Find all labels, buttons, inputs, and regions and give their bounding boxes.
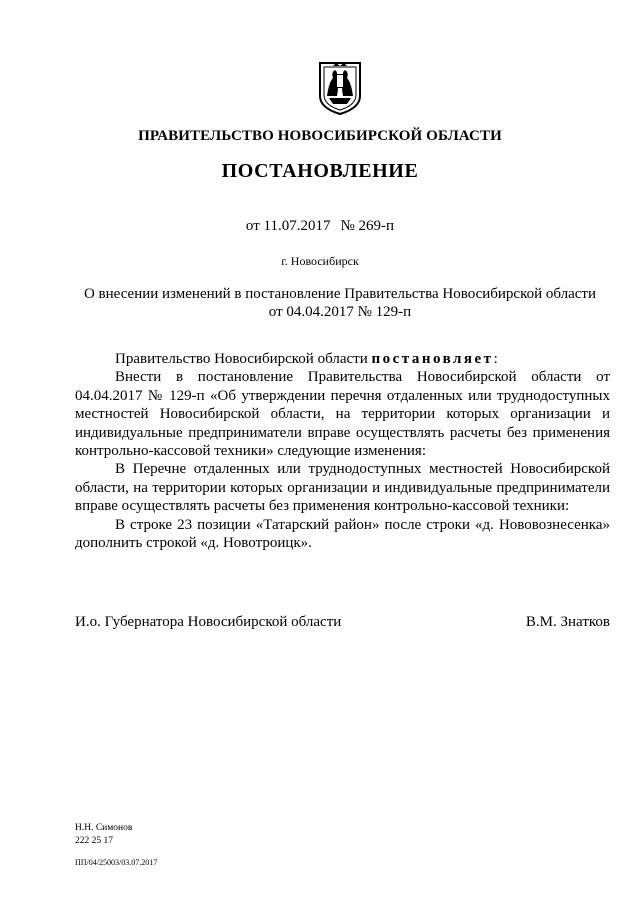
signatory-name: В.М. Знатков: [525, 614, 610, 630]
subject-line-2: от 04.04.2017 № 129-п: [268, 304, 412, 320]
executor-name: Н.Н. Симонов: [75, 823, 133, 833]
document-body: [75, 350, 610, 552]
body-paragraph-4: В строке 23 позиции «Татарский район» после строки «д. Нововознесенка» дополнить строкой «д. Новотроицк».: [75, 516, 610, 552]
resolution-word: постановляет: [371, 351, 494, 367]
organization-name: ПРАВИТЕЛЬСТВО НОВОСИБИРСКОЙ ОБЛАСТИ: [138, 128, 502, 144]
document-code: ПП/04/25003/03.07.2017: [75, 858, 158, 867]
city: г. Новосибирск: [281, 254, 359, 268]
body-paragraph-3: В Перечне отдаленных или труднодоступных местностей Новосибирской области, на территории которых организации и индивидуальные предприниматели вправе осуществлять расчеты без применения контрольно-кассовой техники:: [75, 461, 610, 515]
body-paragraph-1: [75, 350, 610, 368]
document-number: № 269-п: [340, 218, 395, 234]
paragraph-1-colon: :: [493, 351, 498, 367]
document-date: от 11.07.2017: [245, 218, 331, 234]
body-paragraph-2: Внести в постановление Правительства Новосибирской области от 04.04.2017 № 129-п «Об утверждении перечня отдаленных или труднодоступных местностей Новосибирской области, на территории которых организации и индивидуальные предприниматели вправе осуществлять расчеты без применения контрольно-кассовой техники» следующие изменения:: [75, 369, 610, 460]
subject-line-1: О внесении изменений в постановление Правительства Новосибирской области: [83, 286, 597, 302]
coat-of-arms-icon: [317, 60, 363, 116]
executor-phone: 222 25 17: [75, 836, 113, 846]
signatory-title: И.о. Губернатора Новосибирской области: [75, 614, 342, 630]
paragraph-1-lead: Правительство Новосибирской области: [115, 351, 368, 367]
document-subject: [70, 285, 610, 321]
date-number-line: [0, 218, 640, 235]
document-type: ПОСТАНОВЛЕНИЕ: [221, 160, 419, 182]
